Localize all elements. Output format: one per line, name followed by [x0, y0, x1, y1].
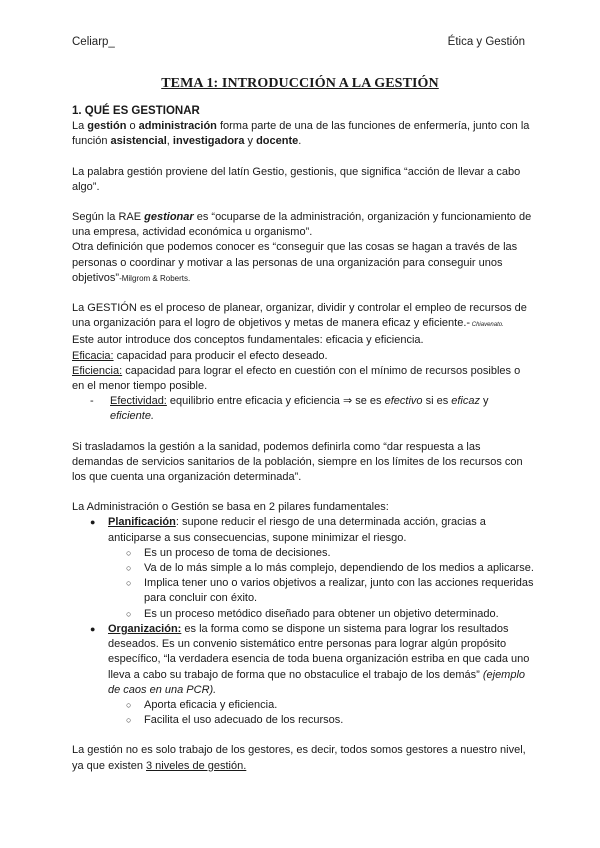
list-item: ○ Implica tener uno o varios objetivos a realizar, junto con las acciones requeridas para concluir con éxito. [144, 576, 534, 606]
paragraph-sanidad: Si trasladamos la gestión a la sanidad, podemos definirla como “dar respuesta a las demandas de servicios sanitarios de la población, siempre en los límites de los recursos con los que cuenta una organización determinada”. [72, 440, 523, 484]
pillar-organizacion: ● Organización: es la forma como se dispone un sistema para lograr los resultados deseados. Es un convenio sistemático entre personas para lograr algún propósito específico, “la verdadera esencia de toda buena organización estriba en que cada uno lleva a cabo su trabajo de forma que no obstaculice el trabajo de los demás” (ejemplo de caos en una PCR). ○ Aporta eficacia y eficiencia. ○ Facilita el uso adecuado de los recursos. [108, 622, 534, 728]
organizacion-sublist [108, 698, 534, 728]
pillars-list [72, 515, 534, 728]
page-title: TEMA 1: INTRODUCCIÓN A LA GESTIÓN [161, 76, 439, 91]
paragraph-concepts-intro: Este autor introduce dos conceptos fundamentales: eficacia y eficiencia. [72, 334, 424, 347]
list-item: ○ Facilita el uso adecuado de los recursos. [144, 713, 534, 728]
paragraph-pillars-intro: La Administración o Gestión se basa en 2 pilares fundamentales: [72, 501, 389, 514]
pillar-planificacion: ● Planificación: supone reducir el riesgo de una determinada acción, gracias a anticiparse a sus consecuencias, supone minimizar el riesgo. ○ Es un proceso de toma de decisiones. ○ Va de lo más simple a lo más complejo, dependiendo de los medios a aplicarse. ○ Implica tener uno o varios objetivos a realizar, junto con las acciones requeridas para concluir con éxito. ○ Es un proceso metódico diseñado para obtener un objetivo determinado. [108, 515, 534, 621]
section-heading: 1. QUÉ ES GESTIONAR [72, 105, 200, 117]
definition-eficacia: Eficacia: capacidad para producir el efecto deseado. [72, 349, 328, 362]
list-item: ○ Aporta eficacia y eficiencia. [144, 698, 534, 713]
paragraph-levels: La gestión no es solo trabajo de los gestores, es decir, todos somos gestores a nuestro nivel, ya que existen 3 niveles de gestión. [72, 744, 526, 772]
dash-list [72, 394, 534, 424]
paragraph-etymology: La palabra gestión proviene del latín Gestio, gestionis, que significa “acción de llevar a cabo algo”. [72, 165, 521, 193]
header-subject: Ética y Gestión [447, 36, 525, 48]
paragraph-gestion-definition: La gestión o administración forma parte de una de las funciones de enfermería, junto con la función asistencial, investigadora y docente. [72, 120, 530, 148]
list-item: ○ Es un proceso metódico diseñado para obtener un objetivo determinado. [144, 607, 534, 622]
paragraph-chiavenato-definition: La GESTIÓN es el proceso de planear, organizar, dividir y controlar el empleo de recursos de una organización para el logro de objetivos y metas de manera eficaz y eficiente.- Chiavenato. [72, 302, 527, 330]
document-body [72, 104, 534, 774]
definition-efectividad: - Efectividad: equilibrio entre eficacia y eficiencia ⇒ se es efectivo si es eficaz y eficiente. [110, 394, 534, 424]
header-author: Celiarp_ [72, 36, 115, 48]
paragraph-milgrom-definition: Otra definición que podemos conocer es “conseguir que las cosas se hagan a través de las personas o coordinar y motivar a las personas de una organización para conseguir unos objetivos”-Milgrom & Roberts. [72, 241, 518, 284]
list-item: ○ Es un proceso de toma de decisiones. [144, 546, 534, 561]
definition-eficiencia: Eficiencia: capacidad para lograr el efecto en cuestión con el mínimo de recursos posibles o en el menor tiempo posible. [72, 364, 521, 393]
paragraph-rae-definition: Según la RAE gestionar es “ocuparse de la administración, organización y funcionamiento de una empresa, actividad económica u organismo”. [72, 211, 532, 239]
planificacion-sublist [108, 546, 534, 622]
list-item: ○ Va de lo más simple a lo más complejo, dependiendo de los medios a aplicarse. [144, 561, 534, 576]
